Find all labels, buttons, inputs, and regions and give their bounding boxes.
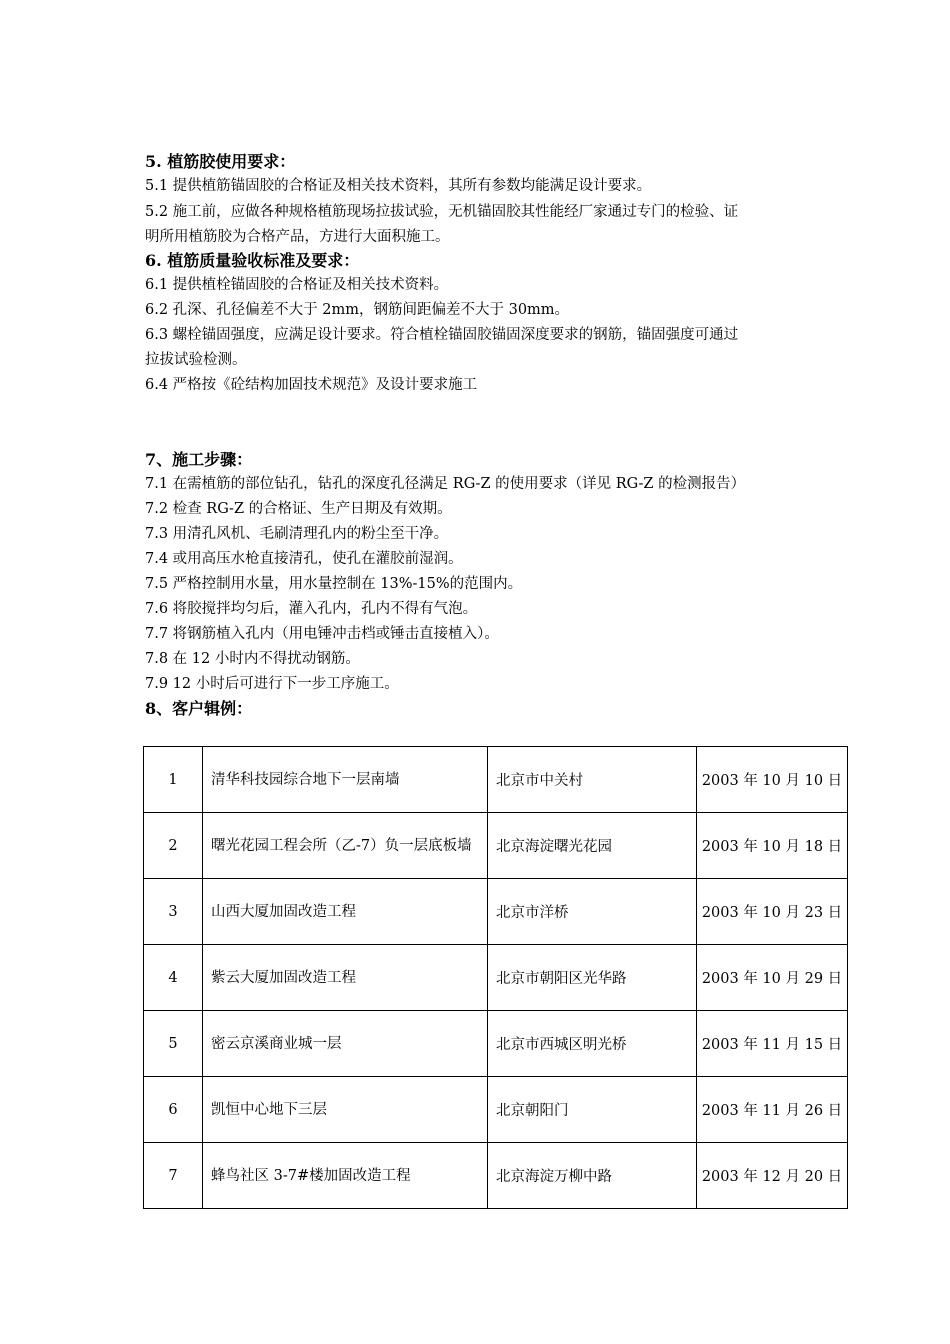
cell-date: 2003 年 11 月 15 日 — [697, 1011, 848, 1077]
cell-date: 2003 年 12 月 20 日 — [697, 1143, 848, 1209]
table-row — [144, 879, 848, 945]
section6-line-4: 拉拔试验检测。 — [145, 352, 247, 368]
customer-cases-table — [143, 746, 848, 1209]
section7-line-1: 7.1 在需植筋的部位钻孔，钻孔的深度孔径满足 RG-Z 的使用要求（详见 RG-Z 的检测报告） — [145, 476, 746, 492]
table-row — [144, 945, 848, 1011]
table-row — [144, 1143, 848, 1209]
section8-heading: 8、客户辑例： — [145, 699, 253, 718]
cell-date: 2003 年 10 月 18 日 — [697, 813, 848, 879]
cell-location: 北京市中关村 — [488, 747, 697, 813]
cell-project: 紫云大厦加固改造工程 — [203, 945, 488, 1011]
cell-no: 7 — [144, 1143, 203, 1209]
cell-no: 5 — [144, 1011, 203, 1077]
section7-line-7: 7.7 将钢筋植入孔内（用电锤冲击档或锤击直接植入）。 — [145, 626, 499, 642]
cell-project: 蜂鸟社区 3-7#楼加固改造工程 — [203, 1143, 488, 1209]
cell-no: 3 — [144, 879, 203, 945]
section7-line-3: 7.3 用清孔风机、毛刷清理孔内的粉尘至干净。 — [145, 526, 449, 542]
section7-line-6: 7.6 将胶搅拌均匀后，灌入孔内，孔内不得有气泡。 — [145, 601, 478, 617]
section6-line-2: 6.2 孔深、孔径偏差不大于 2mm，钢筋间距偏差不大于 30mm。 — [145, 302, 570, 318]
table-row — [144, 747, 848, 813]
table-row — [144, 1011, 848, 1077]
cell-no: 2 — [144, 813, 203, 879]
cell-date: 2003 年 11 月 26 日 — [697, 1077, 848, 1143]
section6-line-3: 6.3 螺栓锚固强度，应满足设计要求。符合植栓锚固胶锚固深度要求的钢筋，锚固强度可通过 — [145, 327, 739, 343]
section7-line-8: 7.8 在 12 小时内不得扰动钢筋。 — [145, 651, 360, 667]
cell-project: 清华科技园综合地下一层南墙 — [203, 747, 488, 813]
cell-date: 2003 年 10 月 29 日 — [697, 945, 848, 1011]
section6-line-1: 6.1 提供植栓锚固胶的合格证及相关技术资料。 — [145, 277, 449, 293]
table-row — [144, 1077, 848, 1143]
cell-location: 北京市朝阳区光华路 — [488, 945, 697, 1011]
section7-line-4: 7.4 或用高压水枪直接清孔，使孔在灌胶前湿润。 — [145, 551, 463, 567]
section5-line-3: 明所用植筋胶为合格产品，方进行大面积施工。 — [145, 229, 450, 245]
cell-location: 北京市洋桥 — [488, 879, 697, 945]
section6-heading: 6. 植筋质量验收标准及要求： — [145, 251, 360, 270]
section7-line-5: 7.5 严格控制用水量，用水量控制在 13%-15%的范围内。 — [145, 576, 523, 592]
cell-location: 北京朝阳门 — [488, 1077, 697, 1143]
cell-project: 凯恒中心地下三层 — [203, 1077, 488, 1143]
section7-line-2: 7.2 检查 RG-Z 的合格证、生产日期及有效期。 — [145, 501, 452, 517]
cell-no: 1 — [144, 747, 203, 813]
section6-line-5: 6.4 严格按《砼结构加固技术规范》及设计要求施工 — [145, 377, 478, 393]
section5-line-2: 5.2 施工前，应做各种规格植筋现场拉拔试验，无机锚固胶其性能经厂家通过专门的检验、证 — [145, 204, 739, 220]
cell-project: 曙光花园工程会所（乙-7）负一层底板墙 — [203, 813, 488, 879]
cell-location: 北京海淀万柳中路 — [488, 1143, 697, 1209]
cell-project: 密云京溪商业城一层 — [203, 1011, 488, 1077]
cell-date: 2003 年 10 月 23 日 — [697, 879, 848, 945]
cell-location: 北京海淀曙光花园 — [488, 813, 697, 879]
section7-heading: 7、施工步骤： — [145, 450, 253, 469]
cell-date: 2003 年 10 月 10 日 — [697, 747, 848, 813]
section5-line-1: 5.1 提供植筋锚固胶的合格证及相关技术资料，其所有参数均能满足设计要求。 — [145, 178, 652, 194]
cell-project: 山西大厦加固改造工程 — [203, 879, 488, 945]
cell-no: 6 — [144, 1077, 203, 1143]
section5-heading: 5. 植筋胶使用要求： — [145, 152, 296, 171]
table-row — [144, 813, 848, 879]
cell-no: 4 — [144, 945, 203, 1011]
cell-location: 北京市西城区明光桥 — [488, 1011, 697, 1077]
section7-line-9: 7.9 12 小时后可进行下一步工序施工。 — [145, 676, 399, 692]
